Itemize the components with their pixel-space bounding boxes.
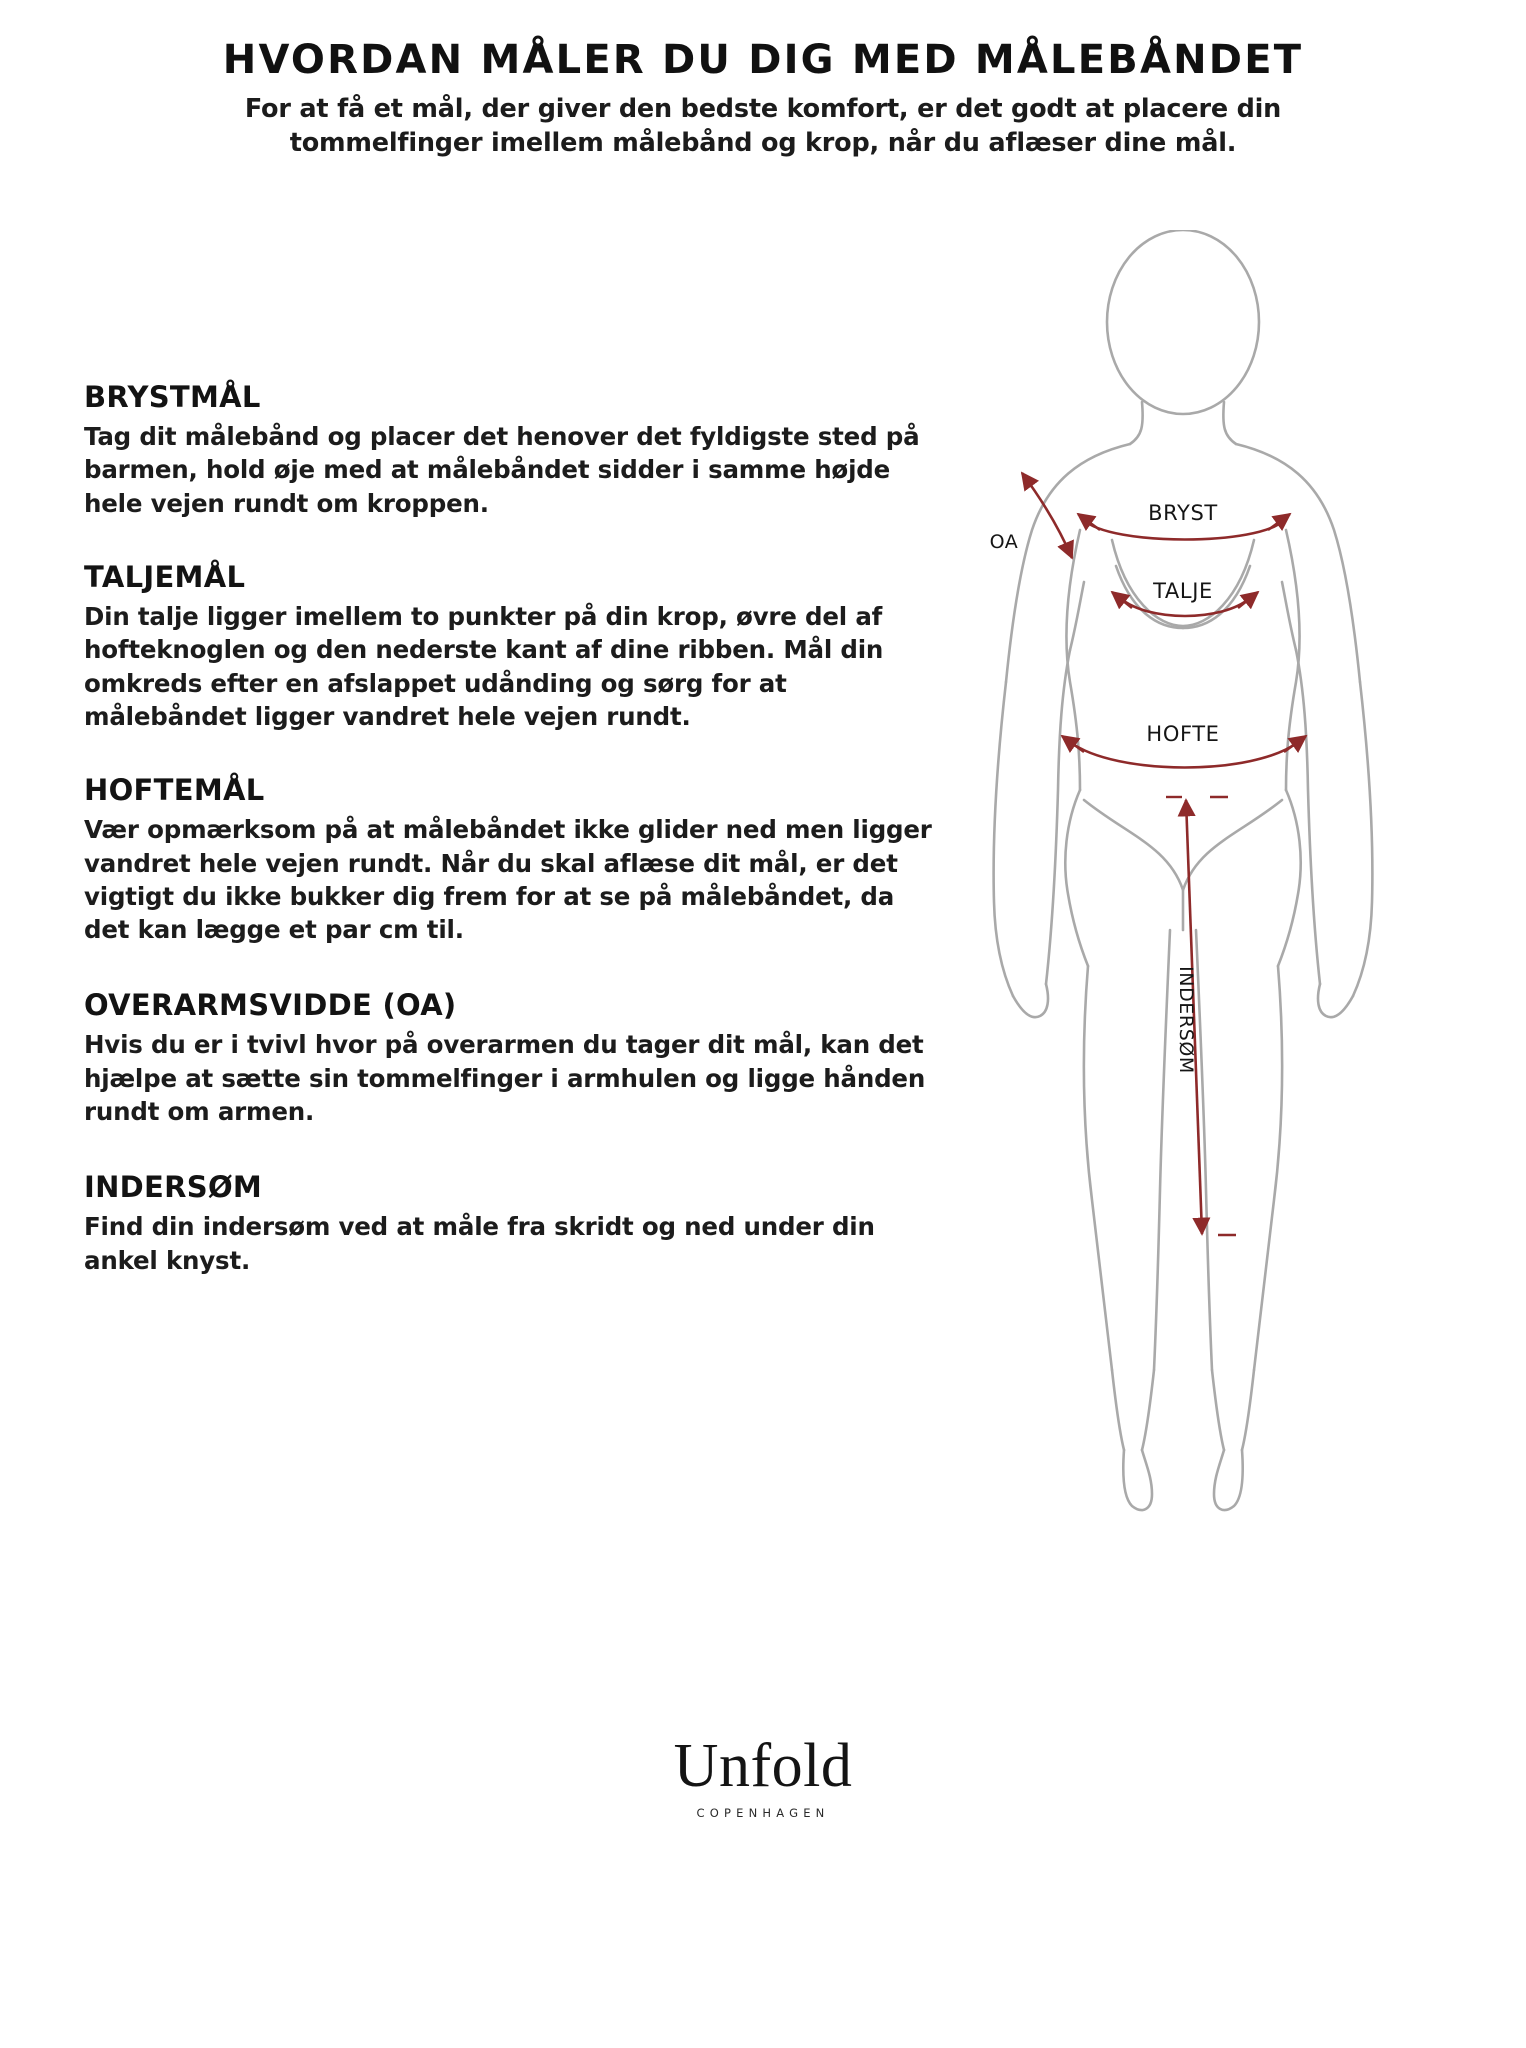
section-taljemal [84, 560, 944, 733]
brand-name: Unfold [673, 1732, 853, 1800]
body-outline [994, 230, 1373, 1510]
instructions-column [84, 380, 944, 1277]
measurement-labels [990, 501, 1292, 1074]
section-body-indersom: Find din indersøm ved at måle fra skridt og ned under din ankel knyst. [84, 1212, 875, 1275]
brand-tagline: COPENHAGEN [696, 1806, 830, 1820]
label-bryst: BRYST [1148, 501, 1218, 525]
page-header [0, 38, 1526, 161]
section-title-brystmal: BRYSTMÅL [84, 380, 261, 414]
page-subtitle: For at få et mål, der giver den bedste komfort, er det godt at placere din tommelfinger imellem målebånd og krop, når du aflæser dine mål. [244, 94, 1282, 159]
section-indersom [84, 1170, 944, 1277]
section-body-taljemal: Din talje ligger imellem to punkter på din krop, øvre del af hofteknoglen og den nederste kant af dine ribben. Mål din omkreds efter en afslappet udånding og sørg for at målebåndet ligger vandret hele vejen rundt. [84, 601, 884, 731]
section-title-indersom: INDERSØM [84, 1170, 263, 1205]
section-brystmal [84, 380, 944, 520]
brand-logo [0, 1732, 1526, 1820]
section-title-taljemal: TALJEMÅL [84, 559, 246, 594]
section-body-hoftemal: Vær opmærksom på at målebåndet ikke glider ned men ligger vandret hele vejen rundt. Når du skal aflæse dit mål, er det vigtigt du ikke bukker dig frem for at se på målebåndet, da det kan lægge et par cm til. [84, 815, 932, 945]
oa-measure-line [1022, 473, 1072, 558]
section-hoftemal [84, 773, 944, 946]
label-indersom: INDERSØM [1175, 966, 1197, 1074]
section-overarmsvidde [84, 988, 944, 1128]
label-talje: TALJE [1153, 579, 1213, 603]
body-measurement-diagram [880, 230, 1500, 1630]
section-body-overarmsvidde: Hvis du er i tvivl hvor på overarmen du tager dit mål, kan det hjælpe at sætte sin tommelfinger i armhulen og ligge hånden rundt om armen. [84, 1030, 926, 1127]
talje-arrow-right [1238, 592, 1258, 608]
section-body-brystmal: Tag dit målebånd og placer det henover det fyldigste sted på barmen, hold øje med at målebåndet sidder i samme højde hele vejen rundt om kroppen. [84, 422, 920, 518]
section-title-overarmsvidde: OVERARMSVIDDE (OA) [84, 988, 457, 1023]
hofte-arrow-left [1062, 736, 1084, 752]
label-oa: OA [989, 531, 1019, 553]
page-title: HVORDAN MÅLER DU DIG MED MÅLEBÅNDET [222, 37, 1304, 83]
label-hofte: HOFTE [1146, 722, 1220, 746]
section-title-hoftemal: HOFTEMÅL [84, 773, 265, 808]
